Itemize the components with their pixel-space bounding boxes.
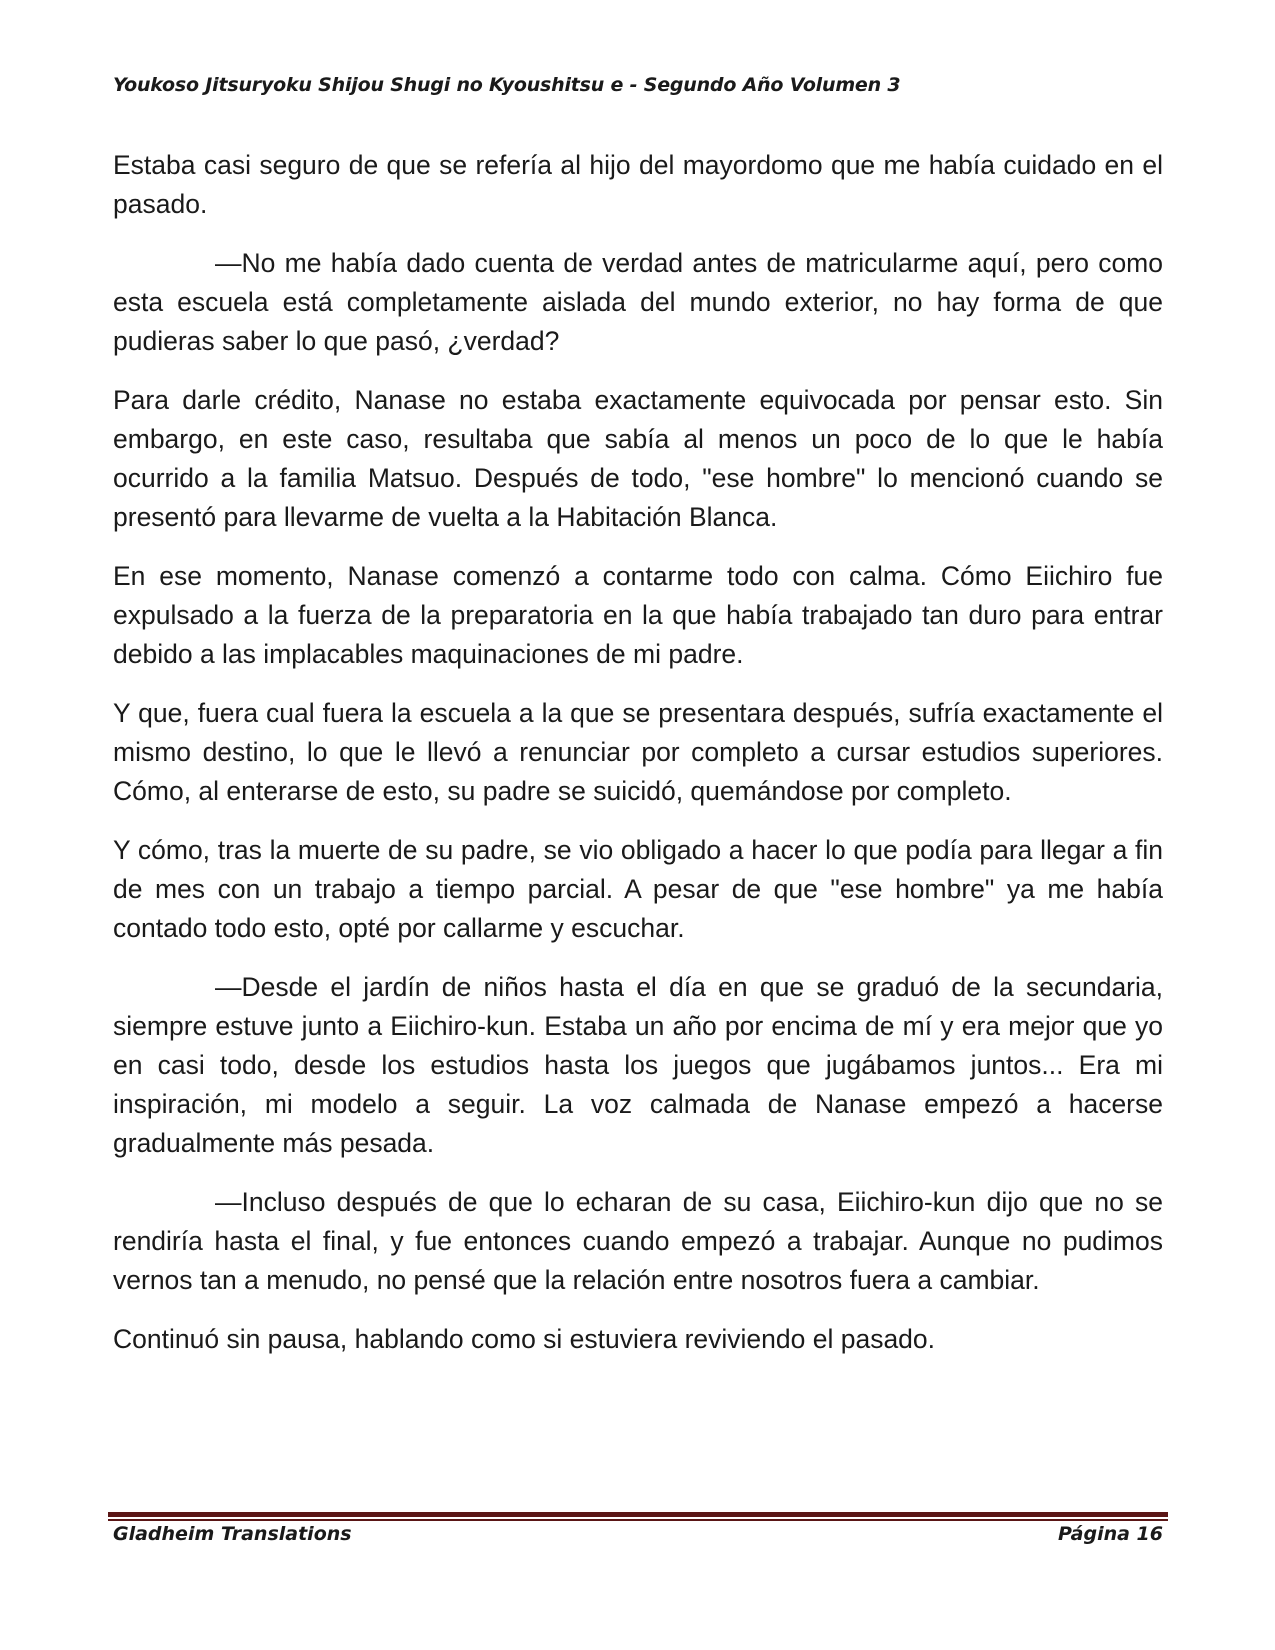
paragraph: —No me había dado cuenta de verdad antes de matricularme aquí, pero como esta escuela está completamente aislada del mundo exterior, no hay forma de que pudieras saber lo que pasó, ¿verdad? [113,248,1163,356]
paragraph: Y que, fuera cual fuera la escuela a la que se presentara después, sufría exactamente el mismo destino, lo que le llevó a renunciar por completo a cursar estudios superiores. Cómo, al enterarse de esto, su padre se suicidó, quemándose por completo. [113,698,1163,806]
body-text [113,146,1163,1379]
paragraph: —Incluso después de que lo echaran de su casa, Eiichiro-kun dijo que no se rendiría hasta el final, y fue entonces cuando empezó a trabajar. Aunque no pudimos vernos tan a menudo, no pensé que la relación entre nosotros fuera a cambiar. [113,1187,1163,1295]
paragraph: —Desde el jardín de niños hasta el día en que se graduó de la secundaria, siempre estuve junto a Eiichiro-kun. Estaba un año por encima de mí y era mejor que yo en casi todo, desde los estudios hasta los juegos que jugábamos juntos... Era mi inspiración, mi modelo a seguir. La voz calmada de Nanase empezó a hacerse gradualmente más pesada. [113,972,1163,1158]
running-header: Youkoso Jitsuryoku Shijou Shugi no Kyoushitsu e - Segundo Año Volumen 3 [113,74,901,96]
paragraph: Para darle crédito, Nanase no estaba exactamente equivocada por pensar esto. Sin embargo, en este caso, resultaba que sabía al menos un poco de lo que le había ocurrido a la familia Matsuo. Después de todo, "ese hombre" lo mencionó cuando se presentó para llevarme de vuelta a la Habitación Blanca. [113,385,1163,532]
paragraph: Estaba casi seguro de que se refería al hijo del mayordomo que me había cuidado en el pasado. [113,150,1163,219]
paragraph: Continuó sin pausa, hablando como si estuviera reviviendo el pasado. [113,1324,936,1354]
paragraph: En ese momento, Nanase comenzó a contarme todo con calma. Cómo Eiichiro fue expulsado a la fuerza de la preparatoria en la que había trabajado tan duro para entrar debido a las implacables maquinaciones de mi padre. [113,561,1163,669]
page-number: Página 16 [1057,1523,1163,1545]
footer-divider [108,1512,1168,1521]
paragraph: Y cómo, tras la muerte de su padre, se vio obligado a hacer lo que podía para llegar a fin de mes con un trabajo a tiempo parcial. A pesar de que "ese hombre" ya me había contado todo esto, opté por callarme y escuchar. [113,835,1163,943]
footer-credit: Gladheim Translations [113,1523,352,1545]
footer-divider-thin [108,1519,1168,1521]
